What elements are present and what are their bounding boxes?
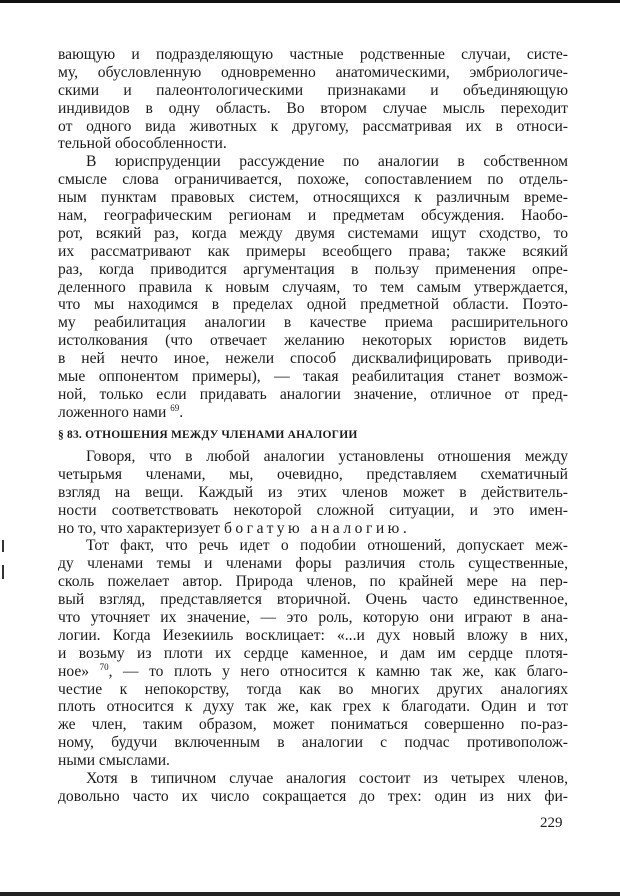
text-line: логии. Когда Иезекииль восклицает: «...и дух новый вложу в них, xyxy=(58,626,568,644)
text-line: истолкования (что отвечает желанию некоторых юристов видеть xyxy=(58,332,568,350)
text-line: скими и палеонтологическими признаками и объединяющую xyxy=(58,81,568,99)
text-line: В юриспруденции рассуждение по аналогии в собственном xyxy=(86,153,568,171)
emphasis-text: богатую аналогию xyxy=(223,519,403,537)
footnote-ref: 70 xyxy=(99,661,109,672)
text-line: мые оппонентом примеры), — такая реабилитация станет возмож- xyxy=(58,368,568,386)
text-line: довольно часто их число сокращается до трех: один из них фи- xyxy=(58,787,568,805)
text-segment: . xyxy=(179,403,184,421)
text-line: же член, таким образом, может пониматься совершенно по-раз- xyxy=(58,716,568,734)
text-line: смысле слова ограничивается, похоже, сопоставлением по отдель- xyxy=(58,171,568,189)
text-line: сколь пожелает автор. Природа членов, по крайней мере на пер- xyxy=(58,573,568,591)
text-line: рот, всякий раз, когда между двумя системами ищут сходство, то xyxy=(58,224,568,242)
text-segment: ложенного нами xyxy=(58,403,171,421)
text-line: вающую и подразделяющую частные родственные случаи, систе- xyxy=(58,46,568,63)
text-line: взгляд на вещи. Каждый из этих членов может в действитель- xyxy=(58,483,568,501)
text-line: что уточняет их значение, — это роль, которую они играют в ана- xyxy=(58,609,568,627)
text-line: ной, только если придавать аналогии значение, отличное от пред- xyxy=(58,385,568,403)
text-line: ными смыслами. xyxy=(58,752,170,770)
text-line: что мы находимся в пределах одной предметной области. Поэто- xyxy=(58,296,568,314)
body-text-bottom xyxy=(58,448,568,806)
text-line xyxy=(58,404,568,422)
text-line: честие к непокорству, тогда как во многих других аналогиях xyxy=(58,680,568,698)
text-line: в ней нечто иное, нежели способ дисквалифицировать приводи- xyxy=(58,350,568,368)
text-line: и возьму из плоти их сердце каменное, и дам им сердце плотя- xyxy=(58,644,568,662)
text-line: раз, когда приводится аргументация в пользу применения опре- xyxy=(58,260,568,278)
text-line: вый взгляд, представляется вторичной. Очень часто единственное, xyxy=(58,591,568,609)
text-line: ности соответствовать некоторой сложной ситуации, и это имен- xyxy=(58,501,568,519)
text-line: тельной обособленности. xyxy=(58,135,227,153)
text-line: Тот факт, что речь идет о подобии отношений, допускает меж- xyxy=(86,537,568,555)
text-line: ным пунктам правовых систем, относящихся к различным време- xyxy=(58,189,568,207)
body-text-top xyxy=(58,46,568,422)
text-line: ному, будучи включенным в аналогии с подчас противополож- xyxy=(58,734,568,752)
text-line: деленного правила к новым случаям, то тем самым утверждается, xyxy=(58,278,568,296)
text-line: индивидов в одну область. Во втором случае мысль переходит xyxy=(58,99,568,117)
scan-edge-bottom xyxy=(0,892,620,896)
text-line: их рассматривают как примеры всеобщего права; также всякий xyxy=(58,242,568,260)
text-line: ду членами темы и членами форы различия столь существенные, xyxy=(58,555,568,573)
section-heading: § 83. ОТНОШЕНИЯ МЕЖДУ ЧЛЕНАМИ АНАЛОГИИ xyxy=(58,429,358,441)
text-line xyxy=(58,663,568,681)
text-line xyxy=(58,520,568,538)
scan-edge-top xyxy=(0,0,620,3)
text-line: му реабилитация аналогии в качестве приема расширительного xyxy=(58,314,568,332)
text-line: нам, географическим регионам и предметам обсуждения. Наобо- xyxy=(58,207,568,225)
text-line: четырьмя членами, мы, очевидно, представляем схематичный xyxy=(58,465,568,483)
text-line: Говоря, что в любой аналогии установлены отношения между xyxy=(86,448,568,465)
text-line: от одного вида животных к другому, рассматривая их в относи- xyxy=(58,117,568,135)
scan-mark xyxy=(2,540,4,552)
text-segment: но то, что характеризует xyxy=(58,519,224,537)
text-segment: , — то плоть у него относится к камню так же, как благо- xyxy=(108,662,568,680)
text-segment: ное» xyxy=(58,662,100,680)
footnote-ref: 69 xyxy=(170,402,180,413)
text-segment: . xyxy=(402,519,407,537)
text-line: плоть относится к духу так же, как грех к благодати. Один и тот xyxy=(58,698,568,716)
scan-mark xyxy=(2,565,4,579)
page-number: 229 xyxy=(540,815,563,831)
text-line: му, обусловленную одновременно анатомическими, эмбриологиче- xyxy=(58,63,568,81)
text-line: Хотя в типичном случае аналогия состоит из четырех членов, xyxy=(86,770,568,788)
